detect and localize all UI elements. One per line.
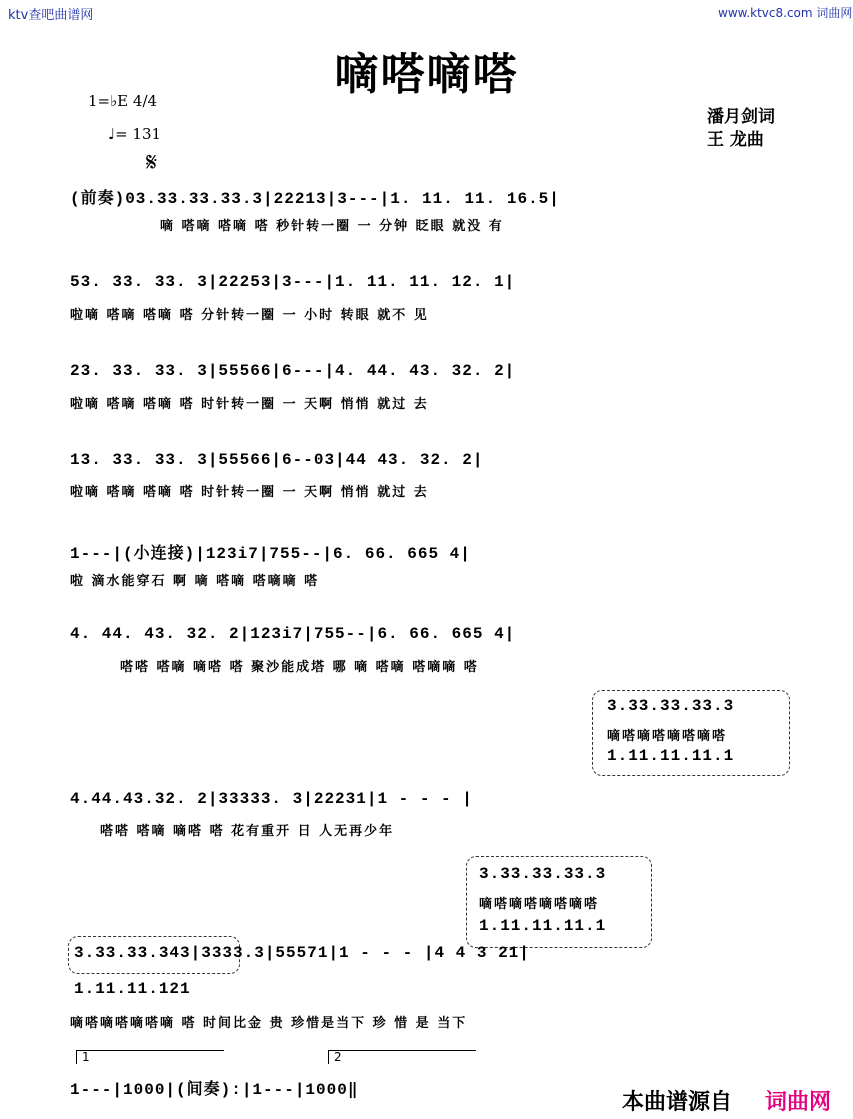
score-row-7-notes: 4.44.43.32. 2|33333. 3|22231|1 - - - | <box>70 790 473 808</box>
second-ending-bracket-left <box>328 1050 329 1064</box>
score-row-5-notes: 1---|(小连接)|123i7|755--|6. 66. 665 4| <box>70 545 471 563</box>
tempo-marking: ♩= 131 <box>108 125 162 143</box>
song-title: 嘀嗒嘀嗒 <box>334 49 519 100</box>
score-row-6-notes: 4. 44. 43. 32. 2|123i7|755--|6. 66. 665 4| <box>70 625 516 643</box>
harmony-box-2-line1: 3.33.33.33.3 <box>479 865 607 883</box>
harmony-box-1-line1: 3.33.33.33.3 <box>607 697 735 715</box>
first-ending-bracket-left <box>76 1050 77 1064</box>
score-row-1-notes: (前奏)03.33.33.33.3|22213|3---|1. 11. 11. 16.5| <box>70 190 560 208</box>
score-row-2-notes: 53. 33. 33. 3|22253|3---|1. 11. 11. 12. 1| <box>70 273 516 291</box>
composer-credit: 王 龙曲 <box>707 130 764 150</box>
harmony-box-1-line3: 1.11.11.11.1 <box>607 747 735 765</box>
harmony-box-2-line3: 1.11.11.11.1 <box>479 917 607 935</box>
harmony-box-2-lyrics: 嘀嗒嘀嗒嘀嗒嘀嗒 <box>479 897 600 912</box>
key-signature: 1=♭E 4/4 <box>88 92 158 110</box>
segno-icon: 𝄋 <box>146 148 158 178</box>
footer-source-label: 本曲谱源自 <box>622 1090 733 1115</box>
lyricist-credit: 潘月剑词 <box>707 107 775 127</box>
score-row-8-lower-notes: 1.11.11.121 <box>74 980 191 998</box>
score-row-4-notes: 13. 33. 33. 3|55566|6--03|44 43. 32. 2| <box>70 451 484 469</box>
score-row-2-lyrics: 啦嘀 嗒嘀 嗒嘀 嗒 分针转一圈 一 小时 转眼 就不 见 <box>70 308 429 323</box>
harmony-box-1-lyrics: 嘀嗒嘀嗒嘀嗒嘀嗒 <box>607 729 728 744</box>
harmony-box-2 <box>466 856 652 948</box>
score-row-5-lyrics: 啦 滴水能穿石 啊 嘀 嗒嘀 嗒嘀嘀 嗒 <box>70 574 320 589</box>
score-row-4-lyrics: 啦嘀 嗒嘀 嗒嘀 嗒 时针转一圈 一 天啊 悄悄 就过 去 <box>70 485 429 500</box>
score-row-7-lyrics: 嗒嗒 嗒嘀 嘀嗒 嗒 花有重开 日 人无再少年 <box>100 824 395 839</box>
score-row-3-lyrics: 啦嘀 嗒嘀 嗒嘀 嗒 时针转一圈 一 天啊 悄悄 就过 去 <box>70 397 429 412</box>
harmony-box-1 <box>592 690 790 776</box>
score-row-1-lyrics: 嘀 嗒嘀 嗒嘀 嗒 秒针转一圈 一 分钟 眨眼 就没 有 <box>160 219 504 234</box>
score-row-9-notes: 1---|1000|(间奏):|1---|1000‖ <box>70 1081 359 1099</box>
first-ending-bracket <box>76 1050 224 1051</box>
score-row-8-notes: 3.33.33.343|3333.3|55571|1 - - - |4 4 3 21| <box>74 944 530 962</box>
score-row-8-lyrics: 嘀嗒嘀嗒嘀嗒嘀 嗒 时间比金 贵 珍惜是当下 珍 惜 是 当下 <box>70 1016 468 1031</box>
second-ending-bracket <box>328 1050 476 1051</box>
second-ending-label: 2 <box>334 1050 342 1064</box>
score-row-6-lyrics: 嗒嗒 嗒嘀 嘀嗒 嗒 聚沙能成塔 哪 嘀 嗒嘀 嗒嘀嘀 嗒 <box>120 660 479 675</box>
footer-site-link[interactable]: 词曲网 <box>765 1090 832 1115</box>
first-ending-label: 1 <box>82 1050 90 1064</box>
score-row-3-notes: 23. 33. 33. 3|55566|6---|4. 44. 43. 32. 2| <box>70 362 516 380</box>
site-watermark-right[interactable]: www.ktvc8.com 词曲网 <box>718 6 853 20</box>
site-watermark-left[interactable]: ktv查吧曲谱网 <box>8 8 94 23</box>
